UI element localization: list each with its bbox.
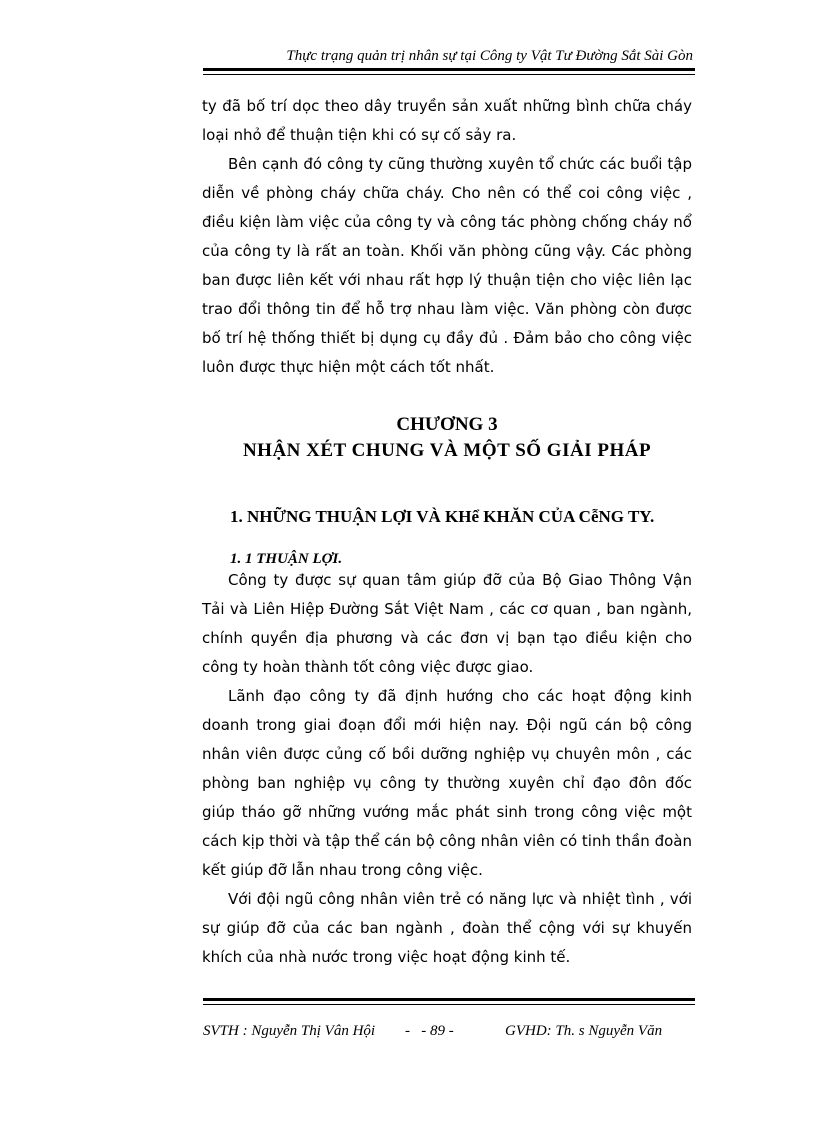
subsection-heading: 1. 1 THUẬN LỢI. bbox=[230, 551, 343, 567]
footer-rule-thick bbox=[203, 998, 695, 1001]
page-number: - - 89 - bbox=[405, 1023, 454, 1039]
section-heading bbox=[202, 506, 694, 528]
paragraph: Công ty được sự quan tâm giúp đỡ của Bộ Giao Thông Vận Tải và Liên Hiệp Đường Sắt Việt Nam , các cơ quan , ban ngành, chính quyền địa phương và các đơn vị bạn tạo điều kiện cho công ty hoàn thành tốt công việc được giao. bbox=[202, 571, 692, 676]
intro-text-block bbox=[202, 92, 692, 382]
footer-student-name: SVTH : Nguyễn Thị Vân Hội bbox=[203, 1023, 376, 1039]
advantages-text-block bbox=[202, 566, 692, 972]
paragraph: Với đội ngũ công nhân viên trẻ có năng lực và nhiệt tình , với sự giúp đỡ của các ban ngành , đoàn thể cộng với sự khuyến khích của nhà nước trong việc hoạt động kinh tế. bbox=[202, 890, 692, 966]
running-header: Thực trạng quản trị nhân sự tại Công ty Vật Tư Đường Sắt Sài Gòn bbox=[286, 48, 693, 64]
paragraph: ty đã bố trí dọc theo dây truyền sản xuất những bình chữa cháy loại nhỏ để thuận tiện khi có sự cố sảy ra. bbox=[202, 97, 692, 144]
header-rule-thick bbox=[203, 68, 695, 71]
footer-rule-thin bbox=[203, 1004, 695, 1005]
header-rule-thin bbox=[203, 74, 695, 75]
paragraph: Lãnh đạo công ty đã định hướng cho các hoạt động kinh doanh trong giai đoạn đổi mới hiện nay. Đội ngũ cán bộ công nhân viên được củng cố bồi dưỡng nghiệp vụ chuyên môn , các phòng ban nghiệp vụ công ty thường xuyên chỉ đạo đôn đốc giúp tháo gỡ những vướng mắc phát sinh trong công việc một cách kịp thời và tập thể cán bộ công nhân viên có tinh thần đoàn kết giúp đỡ lẫn nhau trong công việc. bbox=[202, 687, 692, 879]
footer-advisor-name: GVHD: Th. s Nguyễn Văn bbox=[505, 1023, 663, 1039]
chapter-title: NHẬN XÉT CHUNG VÀ MỘT SỐ GIẢI PHÁP bbox=[242, 440, 652, 461]
chapter-number: CHƯƠNG 3 bbox=[396, 414, 498, 435]
section-heading-text: 1. NHỮNG THUẬN LỢI VÀ KHể KHĂN CỦA CễNG TY. bbox=[230, 507, 655, 526]
paragraph: Bên cạnh đó công ty cũng thường xuyên tổ chức các buổi tập diễn về phòng cháy chữa cháy. Cho nên có thể coi công việc , điều kiện làm việc của công ty và công tác phòng chống cháy nổ của công ty là rất an toàn. Khối văn phòng cũng vậy. Các phòng ban được liên kết với nhau rất hợp lý thuận tiện cho việc liên lạc trao đổi thông tin để hỗ trợ nhau làm việc. Văn phòng còn được bố trí hệ thống thiết bị dụng cụ đầy đủ . Đảm bảo cho công việc luôn được thực hiện một cách tốt nhất. bbox=[202, 155, 692, 376]
